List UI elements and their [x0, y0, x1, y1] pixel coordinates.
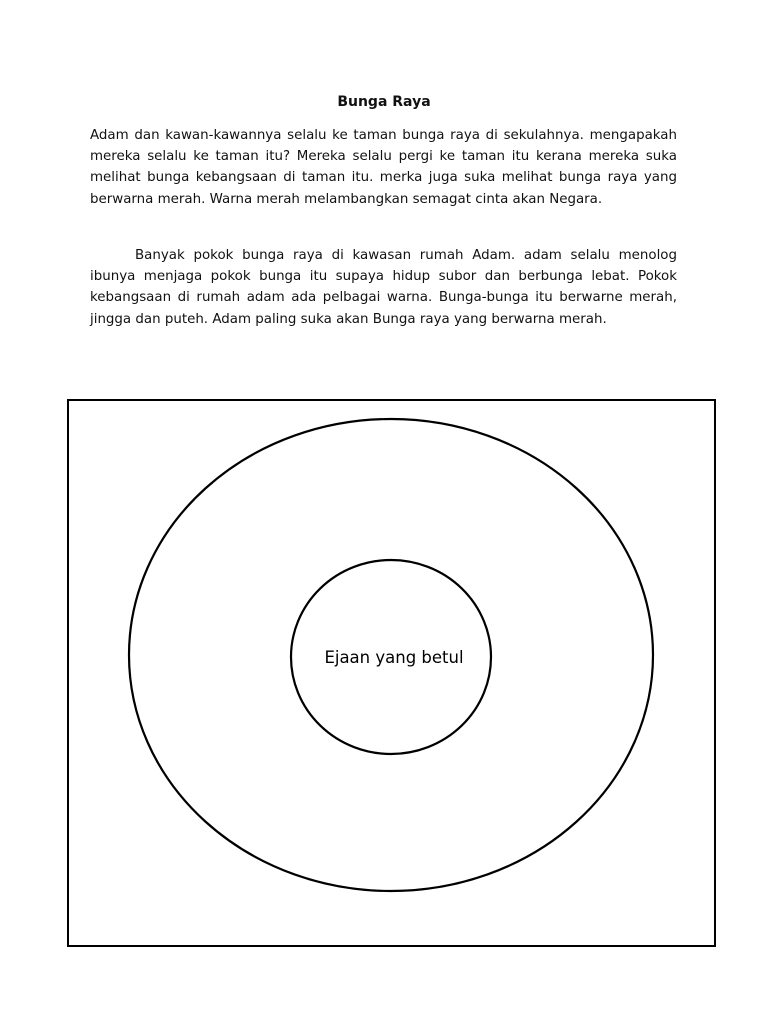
paragraph-2: Banyak pokok bunga raya di kawasan rumah Adam. adam selalu menolog ibunya menjaga pokok bunga itu supaya hidup subor dan berbunga lebat. Pokok kebangsaan di rumah adam ada pelbagai warna. Bunga-bunga itu berwarne merah, jingga dan puteh. Adam paling suka akan Bunga raya yang berwarna merah.	[90, 248, 677, 327]
diagram-frame	[67, 399, 716, 947]
paragraph-1: Adam dan kawan-kawannya selalu ke taman bunga raya di sekulahnya. mengapakah mereka selalu ke taman itu? Mereka selalu pergi ke taman itu kerana mereka suka melihat bunga kebangsaan di taman itu. merka juga suka melihat bunga raya yang berwarna merah. Warna merah melambangkan semagat cinta akan Negara.	[90, 128, 677, 207]
center-label: Ejaan yang betul	[324, 648, 464, 667]
document-title: Bunga Raya	[337, 94, 431, 110]
concentric-circle-diagram	[69, 401, 714, 945]
